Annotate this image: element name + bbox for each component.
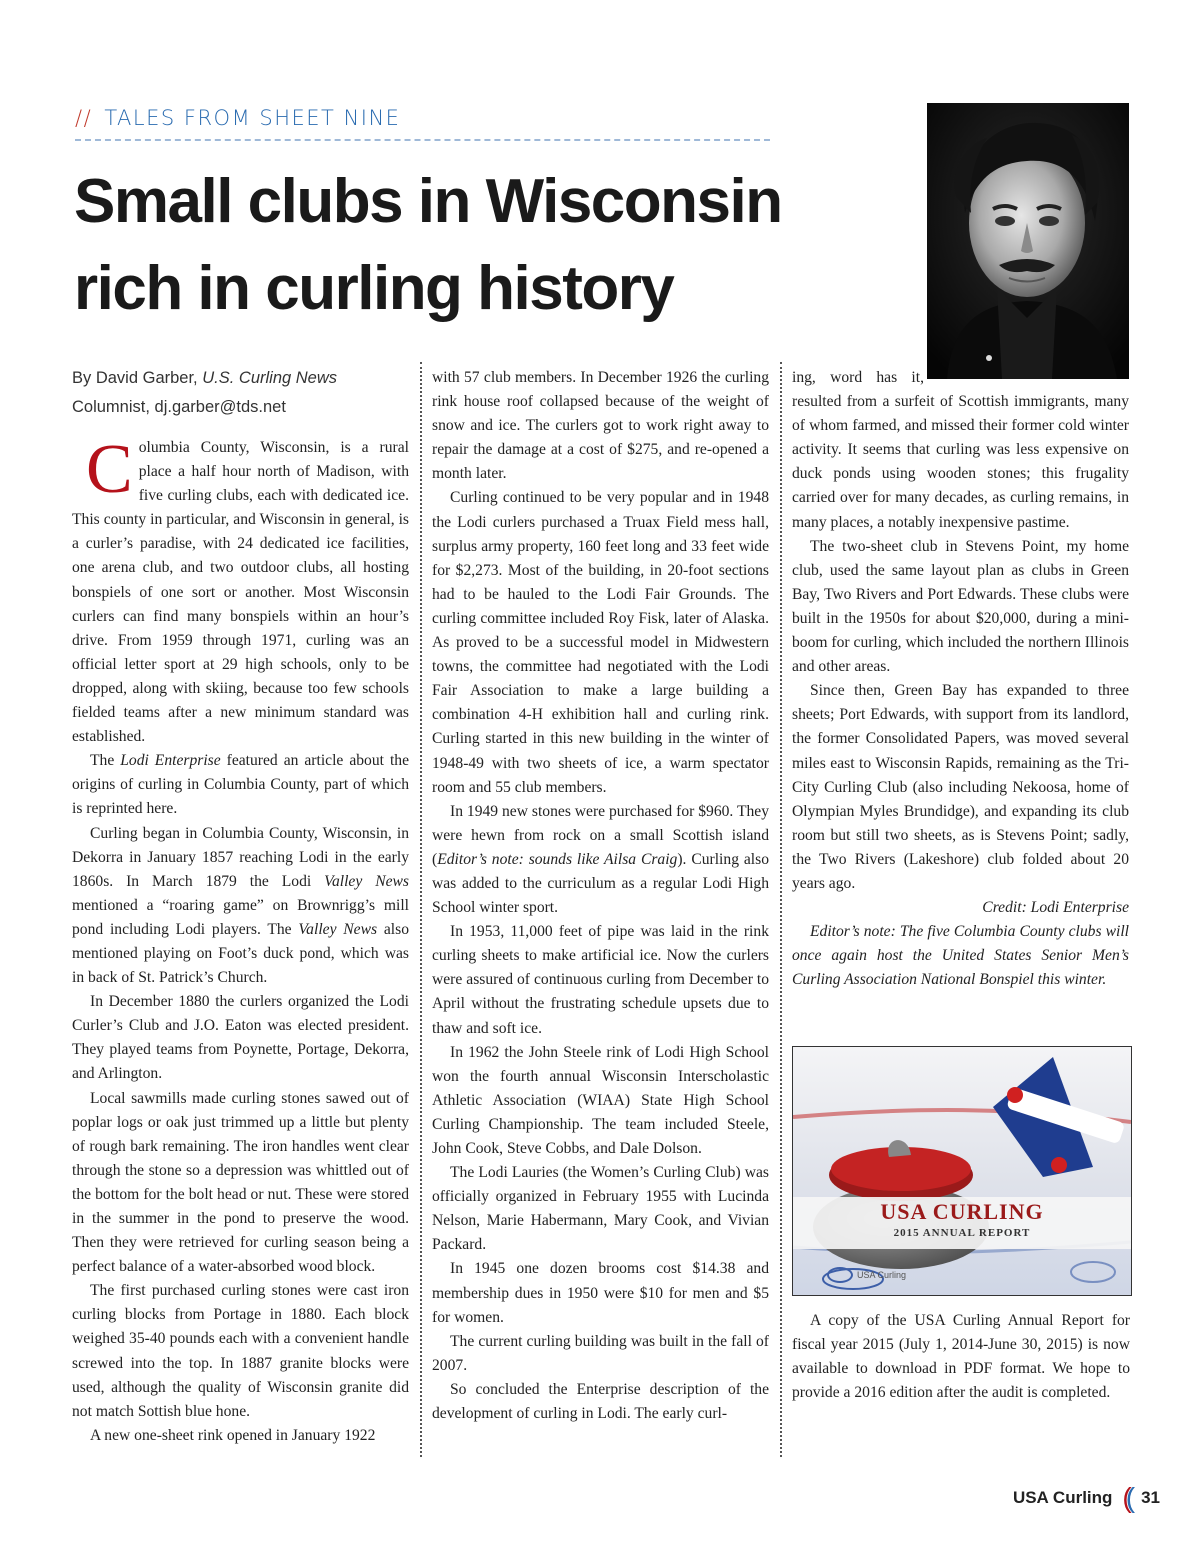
page-footer	[1013, 1482, 1160, 1514]
article-credit: Credit: Lodi Enterprise	[982, 899, 1129, 917]
kicker-divider	[75, 139, 770, 141]
paragraph: Local sawmills made curling stones sawed out of poplar logs or oak just trimmed up a little but plenty of rough bark remaining. The iron handles went clear through the stone so a depression was whittled out of the bottom for the bolt head or nut. These were stored in the summer in the pond to preserve the wood. Then they were retrieved for curling season being a perfect balance of a water-absorbed wood block.	[72, 1089, 409, 1276]
headline-line-1: Small clubs in Wisconsin	[74, 167, 782, 236]
byline	[72, 364, 417, 422]
section-kicker	[75, 106, 400, 130]
paragraph: The first purchased curling stones were cast iron curling blocks from Portage in 1880. Each block weighed 35-40 pounds each with a convenient handle screwed into the top. In 1887 granite blocks were used, although the quality of Wisconsin granite did not match Sottish blue hone.	[72, 1282, 409, 1420]
publication-name: Lodi Enterprise	[120, 752, 221, 770]
drop-cap: C	[86, 431, 133, 508]
author-portrait-image	[927, 103, 1129, 379]
paragraph: The two-sheet club in Stevens Point, my home club, used the same layout plan as clubs in Green Bay, Two Rivers and Port Edwards. These clubs were built in the 1950s for about $20,000, during a mini-boom for curling, which included the northern Illinois and other areas.	[792, 537, 1129, 676]
byline-author: By David Garber,	[72, 369, 203, 387]
paragraph: In 1953, 11,000 feet of pipe was laid in the rink curling sheets to make artificial ice. Now the curlers were assured of continuous curling from December to April without the frustrating schedule upsets due to thaw and soft ice.	[432, 923, 769, 1037]
paragraph: In 1949 new stones were purchased for $960. They were hewn from rock on a small Scottish island (Editor’s note: sounds like Ailsa Craig). Curling also was added to the curriculum as a regular Lodi High School winter sport.	[432, 802, 769, 917]
column-divider-2	[780, 362, 782, 1457]
paragraph: ing, word has it, resulted from a surfeit of Scottish immigrants, many of whom farmed, and missed their former cold winter activity. It seems that curling was less expensive on duck ponds using wooden stones; this frugality carried over for many decades, as curling remains, in many places, a notably inexpensive pastime.	[792, 369, 1129, 531]
article-headline	[74, 158, 874, 332]
article-column-1	[72, 431, 410, 1448]
author-photo	[927, 103, 1129, 379]
paragraph: Since then, Green Bay has expanded to three sheets; Port Edwards, with support from its landlord, the former Consolidated Papers, was moved several miles east to Wisconsin Rapids, remaining as the Tri-City Curling Club (also including Nekoosa, home of Olympian Myles Brundidge), and expanding its club room but still two sheets, as is Stevens Point; sadly, the Two Rivers (Lakeshore) club folded about 20 years ago.	[792, 682, 1129, 892]
paragraph: The Lodi Enterprise featured an article about the origins of curling in Columbia County, part of which is reprinted here.	[72, 752, 409, 818]
publication-name: Valley News	[324, 872, 410, 890]
usa-curling-logo-icon	[827, 1267, 853, 1283]
editor-note-inline: Editor’s note: sounds like Ailsa Craig	[437, 850, 678, 868]
paragraph: A new one-sheet rink opened in January 1922	[90, 1426, 376, 1444]
report-caption	[792, 1309, 1130, 1405]
paragraph: Curling began in Columbia County, Wisconsin, in Dekorra in January 1857 reaching Lodi in the early 1860s. In March 1879 the Lodi Valley News mentioned a “roaring game” on Brownrigg’s mill pond including Lodi players. The Valley News also mentioned playing on Foot’s duck pond, which was in back of St. Patrick’s Church.	[72, 824, 410, 987]
paragraph: with 57 club members. In December 1926 the curling rink house roof collapsed because of the weight of snow and ice. The curlers got to work right away to repair the damage at a cost of $275, and re-opened a month later.	[432, 369, 769, 483]
byline-publication: U.S. Curling News	[202, 369, 338, 387]
report-subtitle: 2015 ANNUAL REPORT	[893, 1227, 1031, 1239]
paragraph: In December 1880 the curlers organized the Lodi Curler’s Club and J.O. Eaton was elected president. They played teams from Poynette, Portage, Dekorra, and Arlington.	[72, 993, 409, 1083]
report-logo: USA Curling	[827, 1267, 906, 1283]
footer-bracket-icon: ((	[1122, 1482, 1130, 1513]
article-column-2	[432, 366, 769, 1426]
column-divider-1	[420, 362, 422, 1457]
annual-report-cover	[792, 1046, 1132, 1296]
section-label: TALES FROM SHEET NINE	[104, 106, 401, 130]
article-column-3	[792, 366, 1129, 992]
report-cover-image	[793, 1047, 1131, 1295]
paragraph: In 1945 one dozen brooms cost $14.38 and membership dues in 1950 were $10 for men and $5 for women.	[432, 1260, 769, 1326]
paragraph: The current curling building was built in the fall of 2007.	[432, 1332, 769, 1374]
footer-brand: USA Curling	[1012, 1488, 1113, 1507]
paragraph: Curling continued to be very popular and in 1948 the Lodi curlers purchased a Truax Field mess hall, surplus army property, 160 feet long and 33 feet wide for $2,273. Most of the building, in 20-foot sections had to be hauled to the Lodi Fair Grounds. The curling committee included Roy Fisk, later of Alaska. As proved to be a successful model in Midwestern towns, the committee had negotiated with the Lodi Fair Association to make a large building a combination 4-H exhibition hall and curling rink. Curling started in this new building in the winter of 1948-49 with two sheets of ice, a warm spectator room and 55 club members.	[432, 489, 769, 796]
headline-line-2: rich in curling history	[74, 254, 674, 323]
publication-name: Valley News	[298, 920, 378, 938]
page-number: 31	[1141, 1488, 1160, 1507]
byline-contact: Columnist, dj.garber@tds.net	[72, 398, 286, 416]
paragraph: So concluded the Enterprise description of the development of curling in Lodi. The early curl-	[432, 1380, 769, 1423]
editor-note: Editor’s note: The five Columbia County clubs will once again host the United States Senior Men’s Curling Association National Bonspiel this winter.	[792, 923, 1129, 989]
report-cover-text	[793, 1199, 1131, 1241]
caption-text: A copy of the USA Curling Annual Report for fiscal year 2015 (July 1, 2014-June 30, 2015) is now available to download in PDF format. We hope to provide a 2016 edition after the audit is completed.	[792, 1312, 1130, 1402]
paragraph: In 1962 the John Steele rink of Lodi High School won the fourth annual Wisconsin Interscholastic Athletic Association (WIAA) State High School Curling Championship. The team included Steele, John Cook, Steve Cobbs, and Dale Dolson.	[432, 1043, 769, 1157]
paragraph: Columbia County, Wisconsin, is a rural place a half hour north of Madison, with five curling clubs, each with dedicated ice. This county in particular, and Wisconsin in general, is a curler’s paradise, with 24 dedicated ice facilities, one arena club, and two outdoor clubs, all hosting bonspiels of one sort or another. Most Wisconsin curlers can find many bonspiels within an hour’s drive. From 1959 through 1971, curling was an official letter sport at 29 high schools, only to be dropped, along with skiing, because too few schools fielded teams after a new minimum standard was established.	[72, 431, 409, 746]
report-title: USA CURLING	[880, 1199, 1044, 1224]
section-slashes: //	[75, 106, 93, 130]
paragraph: The Lodi Lauries (the Women’s Curling Club) was officially organized in February 1955 with Lucinda Nelson, Marie Habermann, Mary Cook, and Vivian Packard.	[432, 1164, 769, 1254]
